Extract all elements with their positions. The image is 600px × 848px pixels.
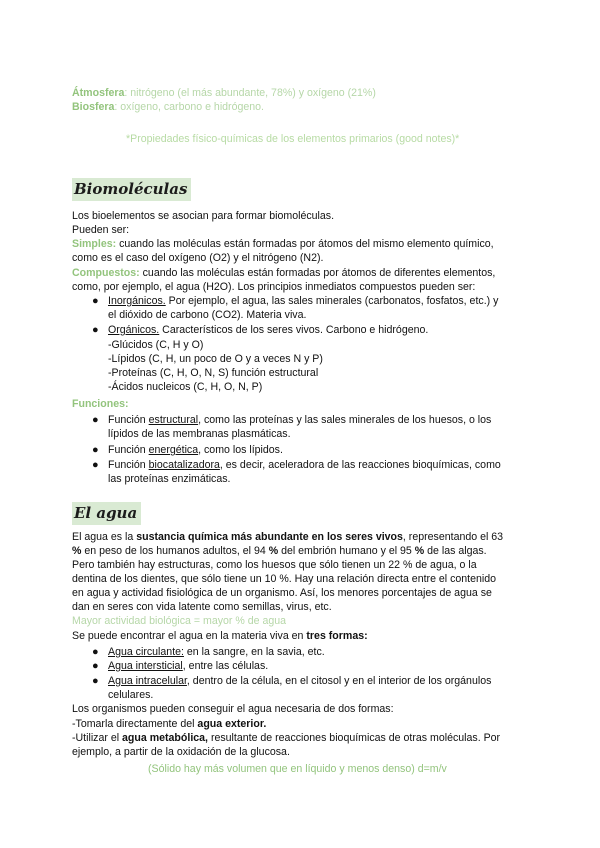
agua-l11 xyxy=(72,732,500,745)
f1-b: , como las proteínas y las sales minerales de los huesos, o los xyxy=(198,414,492,426)
atmosfera-line xyxy=(72,87,376,100)
bullet-icon: ● xyxy=(92,414,99,426)
form-intersticial xyxy=(108,660,268,673)
inorganicos-text2: el dióxido de carbono (CO2). Materia viva. xyxy=(108,309,307,321)
agua-l3: Pero también hay estructuras, como los huesos que sólo tienen un 22 % de agua, o la xyxy=(72,559,477,571)
organicos-line xyxy=(108,324,428,337)
agua-l5: en agua y actividad fisiológica de un organismo. Así, los menores porcentajes de agua se xyxy=(72,587,492,599)
f3-u: biocatalizadora xyxy=(148,459,220,471)
organicos-label: Orgánicos. xyxy=(108,324,160,336)
form-intracelular-cont: celulares. xyxy=(108,689,154,701)
agua-l1 xyxy=(72,531,503,544)
list-item-proteinas: -Proteínas (C, H, O, N, S) función estructural xyxy=(108,367,319,379)
bullet-icon: ● xyxy=(92,459,99,471)
form-intracelular xyxy=(108,675,491,688)
agua-l2-e: % xyxy=(414,545,425,557)
f3-b: , es decir, aceleradora de las reacciones bioquímicas, como xyxy=(219,459,501,471)
list-item-acidos: -Ácidos nucleicos (C, H, O, N, P) xyxy=(108,381,263,393)
compuestos-text: cuando las moléculas están formadas por átomos de diferentes elementos, xyxy=(139,267,496,279)
f3-a: Función xyxy=(108,459,149,471)
agua-l13: (Sólido hay más volumen que en líquido y menos denso) d=m/v xyxy=(148,763,447,775)
agua-l12: ejemplo, a partir de la oxidación de la glucosa. xyxy=(72,746,290,758)
agua-l10-b: agua exterior. xyxy=(197,718,267,730)
compuestos-label: Compuestos: xyxy=(72,267,140,279)
agua-l11-b: agua metabólica, xyxy=(122,732,208,744)
agua-l4: dentina de los dientes, que sólo tiene un 10 %. Hay una relación directa entre el contenido xyxy=(72,573,497,585)
bullet-icon: ● xyxy=(92,646,99,658)
bullet-icon: ● xyxy=(92,675,99,687)
form-intersticial-t: , entre las células. xyxy=(182,660,269,672)
funciones-label: Funciones: xyxy=(72,398,129,410)
funcion-biocatalizadora-line xyxy=(108,459,501,472)
bullet-icon: ● xyxy=(92,444,99,456)
f2-u: energética xyxy=(148,444,199,456)
bullet-icon: ● xyxy=(92,324,99,336)
simples-label: Simples: xyxy=(72,238,117,250)
agua-l6: dan en seres con vida latente como semillas, virus, etc. xyxy=(72,601,332,613)
agua-l1-c: , representando el 63 xyxy=(402,531,504,543)
f1-u: estructural xyxy=(148,414,199,426)
biosfera-line xyxy=(72,101,264,114)
list-item-glucidos: -Glúcidos (C, H y O) xyxy=(108,339,204,351)
agua-l2-d: del embrión humano y el 95 xyxy=(278,545,415,557)
simples-line xyxy=(72,238,494,251)
bio-p1: Los bioelementos se asocian para formar biomoléculas. xyxy=(72,210,335,222)
agua-l11-c: resultante de reacciones bioquímicas de otras moléculas. Por xyxy=(208,732,501,744)
f2-b: , como los lípidos. xyxy=(198,444,283,456)
funcion-energetica-line xyxy=(108,444,283,457)
agua-l2-b: en peso de los humanos adultos, el 94 xyxy=(81,545,269,557)
f2-a: Función xyxy=(108,444,149,456)
simples-text2: como es el caso del oxígeno (O2) y el nitrógeno (N2). xyxy=(72,252,324,264)
agua-l1-b: sustancia química más abundante en los seres vivos xyxy=(136,531,403,543)
agua-l2-f: de las algas. xyxy=(424,545,487,557)
agua-l2-c: % xyxy=(268,545,279,557)
inorganicos-line xyxy=(108,295,498,308)
form-intracelular-t: , dentro de la célula, en el citosol y en el interior de los orgánulos xyxy=(186,675,492,687)
funcion-estructural-line xyxy=(108,414,491,427)
f1-a: Función xyxy=(108,414,149,426)
agua-heading: El agua xyxy=(72,502,141,525)
bullet-icon: ● xyxy=(92,660,99,672)
agua-l9: Los organismos pueden conseguir el agua necesaria de dos formas: xyxy=(72,703,394,715)
bullet-icon: ● xyxy=(92,295,99,307)
f3-c: las proteínas enzimáticas. xyxy=(108,473,231,485)
agua-l2 xyxy=(72,545,487,558)
list-item-lipidos: -Lípidos (C, H, un poco de O y a veces N y P) xyxy=(108,353,323,365)
form-intersticial-u: Agua intersticial xyxy=(108,660,183,672)
biosfera-text: : oxígeno, carbono e hidrógeno. xyxy=(114,101,264,113)
f1-c: lípidos de las membranas plasmáticas. xyxy=(108,428,291,440)
agua-l10-a: -Tomarla directamente del xyxy=(72,718,198,730)
compuestos-line xyxy=(72,267,495,280)
inorganicos-text: Por ejemplo, el agua, las sales minerales (carbonatos, fosfatos, etc.) y xyxy=(165,295,499,307)
biosfera-label: Biosfera xyxy=(72,101,115,113)
form-circulante-t: en la sangre, en la savia, etc. xyxy=(183,646,325,658)
form-intracelular-u: Agua intracelular xyxy=(108,675,187,687)
agua-l8-b: tres formas: xyxy=(306,630,368,642)
compuestos-text2: como, por ejemplo, el agua (H2O). Los principios inmediatos compuestos pueden ser: xyxy=(72,281,476,293)
agua-l8-a: Se puede encontrar el agua en la materia viva en xyxy=(72,630,307,642)
simples-text: cuando las moléculas están formadas por átomos del mismo elemento químico, xyxy=(116,238,494,250)
agua-l2-a: % xyxy=(72,545,82,557)
form-circulante-u: Agua circulante: xyxy=(108,646,184,658)
atmosfera-text: : nitrógeno (el más abundante, 78%) y oxígeno (21%) xyxy=(124,87,376,99)
agua-l11-a: -Utilizar el xyxy=(72,732,123,744)
form-circulante xyxy=(108,646,325,659)
agua-l1-a: El agua es la xyxy=(72,531,137,543)
agua-l10 xyxy=(72,718,266,731)
good-notes-note: *Propiedades físico-químicas de los elementos primarios (good notes)* xyxy=(126,133,460,145)
organicos-text: Característicos de los seres vivos. Carbono e hidrógeno. xyxy=(159,324,429,336)
agua-l8 xyxy=(72,630,368,643)
biomoleculas-heading: Biomoléculas xyxy=(72,178,191,201)
agua-l7: Mayor actividad biológica = mayor % de agua xyxy=(72,615,287,627)
atmosfera-label: Átmosfera xyxy=(72,87,125,99)
inorganicos-label: Inorgánicos. xyxy=(108,295,166,307)
bio-p2: Pueden ser: xyxy=(72,224,130,236)
